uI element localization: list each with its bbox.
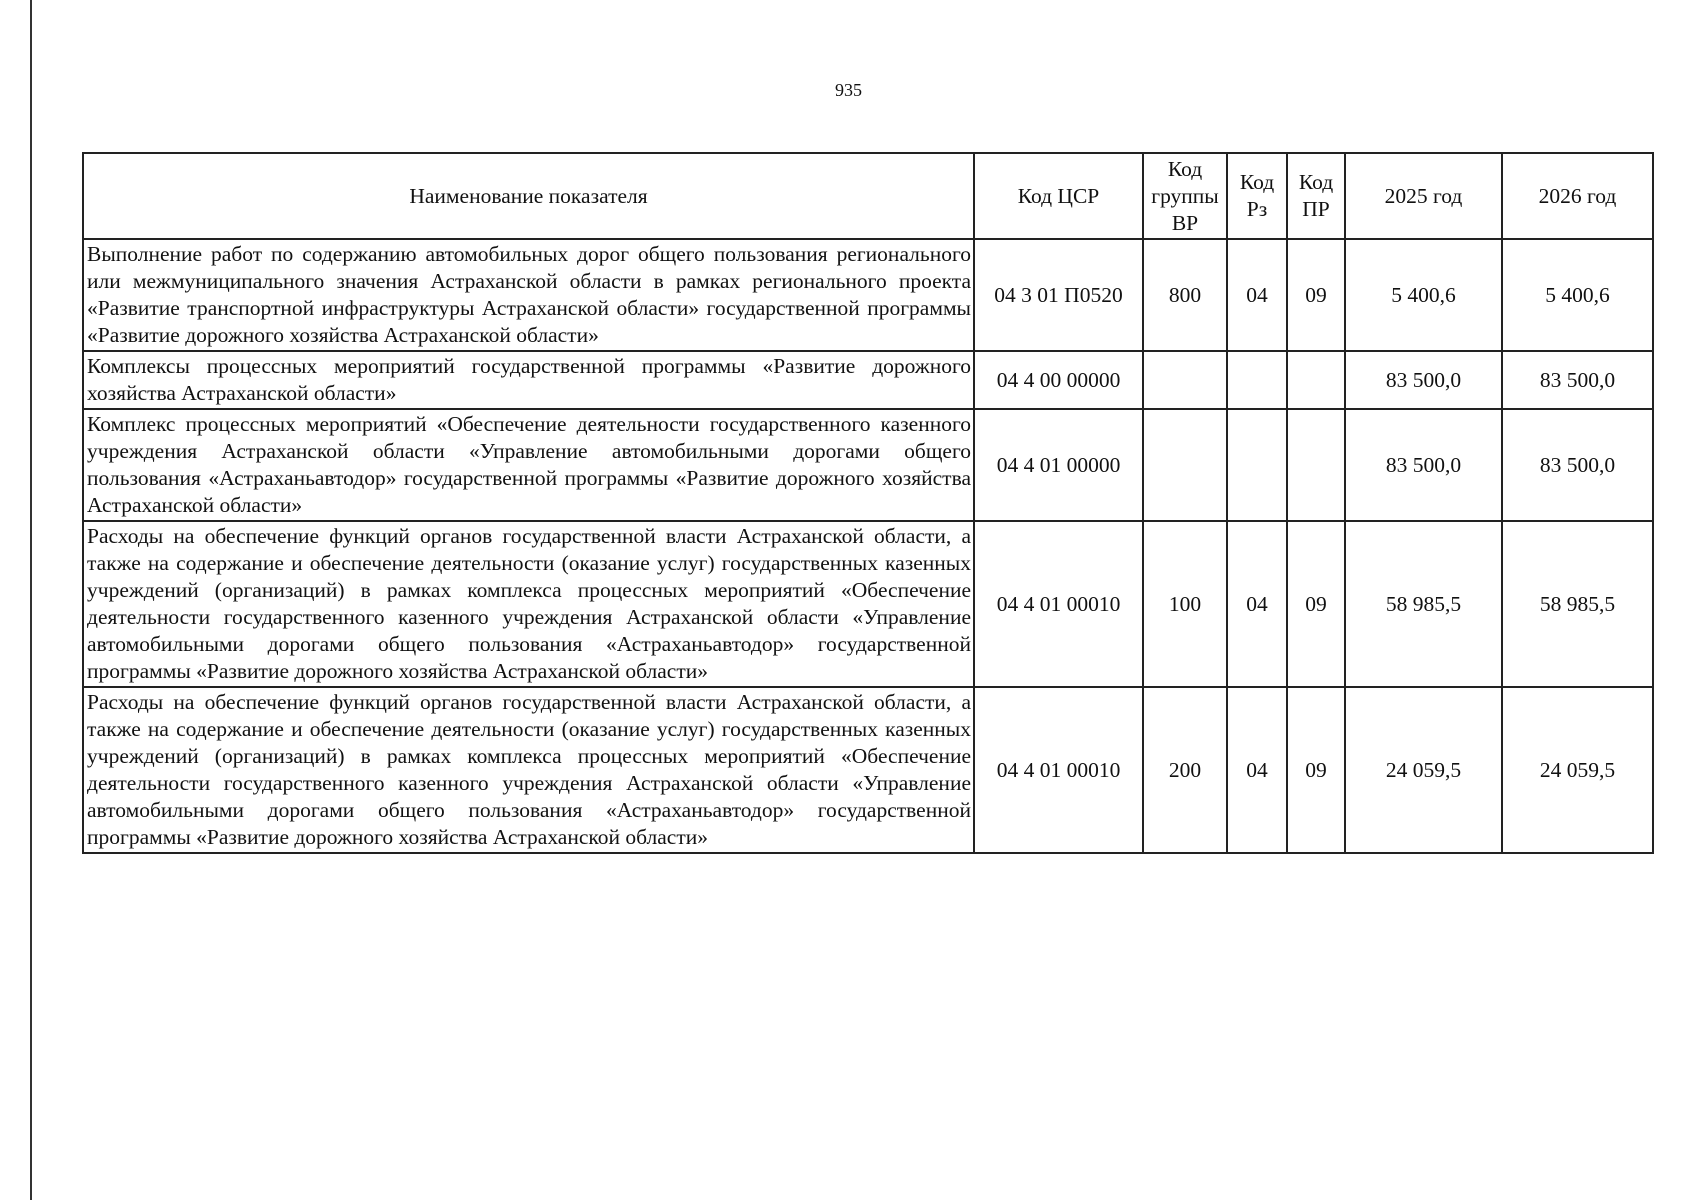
table-header xyxy=(83,153,1653,239)
cell-vr: 100 xyxy=(1143,521,1227,687)
header-name: Наименование показателя xyxy=(83,153,974,239)
cell-rz: 04 xyxy=(1227,239,1287,351)
cell-vr xyxy=(1143,409,1227,521)
cell-2026: 5 400,6 xyxy=(1502,239,1653,351)
cell-csr: 04 4 00 00000 xyxy=(974,351,1143,409)
cell-name: Расходы на обеспечение функций органов государственной власти Астраханской области, а также на содержание и обеспечение деятельности (оказание услуг) государственных казенных учреждений (организаций) в рамках комплекса процессных мероприятий «Обеспечение деятельности государственного казенного учреждения Астраханской области «Управление автомобильными дорогами общего пользования «Астраханьавтодор» государственной программы «Развитие дорожного хозяйства Астраханской области» xyxy=(83,521,974,687)
cell-2025: 83 500,0 xyxy=(1345,351,1502,409)
cell-pr xyxy=(1287,351,1345,409)
table-row xyxy=(83,409,1653,521)
table-row xyxy=(83,239,1653,351)
table-row xyxy=(83,521,1653,687)
cell-rz xyxy=(1227,409,1287,521)
table-row xyxy=(83,351,1653,409)
cell-2025: 58 985,5 xyxy=(1345,521,1502,687)
table-row xyxy=(83,687,1653,853)
cell-vr: 200 xyxy=(1143,687,1227,853)
cell-2025: 24 059,5 xyxy=(1345,687,1502,853)
header-2026: 2026 год xyxy=(1502,153,1653,239)
table-body xyxy=(83,239,1653,853)
cell-pr: 09 xyxy=(1287,687,1345,853)
header-row xyxy=(83,153,1653,239)
cell-rz: 04 xyxy=(1227,521,1287,687)
header-rz: Код Рз xyxy=(1227,153,1287,239)
cell-name: Комплекс процессных мероприятий «Обеспечение деятельности государственного казенного учреждения Астраханской области «Управление автомобильными дорогами общего пользования «Астраханьавтодор» государственной программы «Развитие дорожного хозяйства Астраханской области» xyxy=(83,409,974,521)
cell-csr: 04 3 01 П0520 xyxy=(974,239,1143,351)
cell-2026: 83 500,0 xyxy=(1502,351,1653,409)
budget-table xyxy=(82,152,1654,854)
cell-pr: 09 xyxy=(1287,239,1345,351)
header-csr: Код ЦСР xyxy=(974,153,1143,239)
header-2025: 2025 год xyxy=(1345,153,1502,239)
cell-2026: 58 985,5 xyxy=(1502,521,1653,687)
cell-2026: 83 500,0 xyxy=(1502,409,1653,521)
cell-csr: 04 4 01 00010 xyxy=(974,521,1143,687)
cell-vr: 800 xyxy=(1143,239,1227,351)
cell-vr xyxy=(1143,351,1227,409)
binding-margin-line xyxy=(30,0,32,1200)
cell-rz xyxy=(1227,351,1287,409)
cell-name: Комплексы процессных мероприятий государственной программы «Развитие дорожного хозяйства Астраханской области» xyxy=(83,351,974,409)
header-pr: Код ПР xyxy=(1287,153,1345,239)
cell-pr: 09 xyxy=(1287,521,1345,687)
cell-name: Выполнение работ по содержанию автомобильных дорог общего пользования регионального или межмуниципального значения Астраханской области в рамках регионального проекта «Развитие транспортной инфраструктуры Астраханской области» государственной программы «Развитие дорожного хозяйства Астраханской области» xyxy=(83,239,974,351)
cell-2025: 5 400,6 xyxy=(1345,239,1502,351)
page-number: 935 xyxy=(835,80,862,100)
cell-2025: 83 500,0 xyxy=(1345,409,1502,521)
cell-2026: 24 059,5 xyxy=(1502,687,1653,853)
header-vr: Код группы ВР xyxy=(1143,153,1227,239)
cell-csr: 04 4 01 00010 xyxy=(974,687,1143,853)
cell-pr xyxy=(1287,409,1345,521)
cell-csr: 04 4 01 00000 xyxy=(974,409,1143,521)
cell-rz: 04 xyxy=(1227,687,1287,853)
cell-name: Расходы на обеспечение функций органов государственной власти Астраханской области, а также на содержание и обеспечение деятельности (оказание услуг) государственных казенных учреждений (организаций) в рамках комплекса процессных мероприятий «Обеспечение деятельности государственного казенного учреждения Астраханской области «Управление автомобильными дорогами общего пользования «Астраханьавтодор» государственной программы «Развитие дорожного хозяйства Астраханской области» xyxy=(83,687,974,853)
